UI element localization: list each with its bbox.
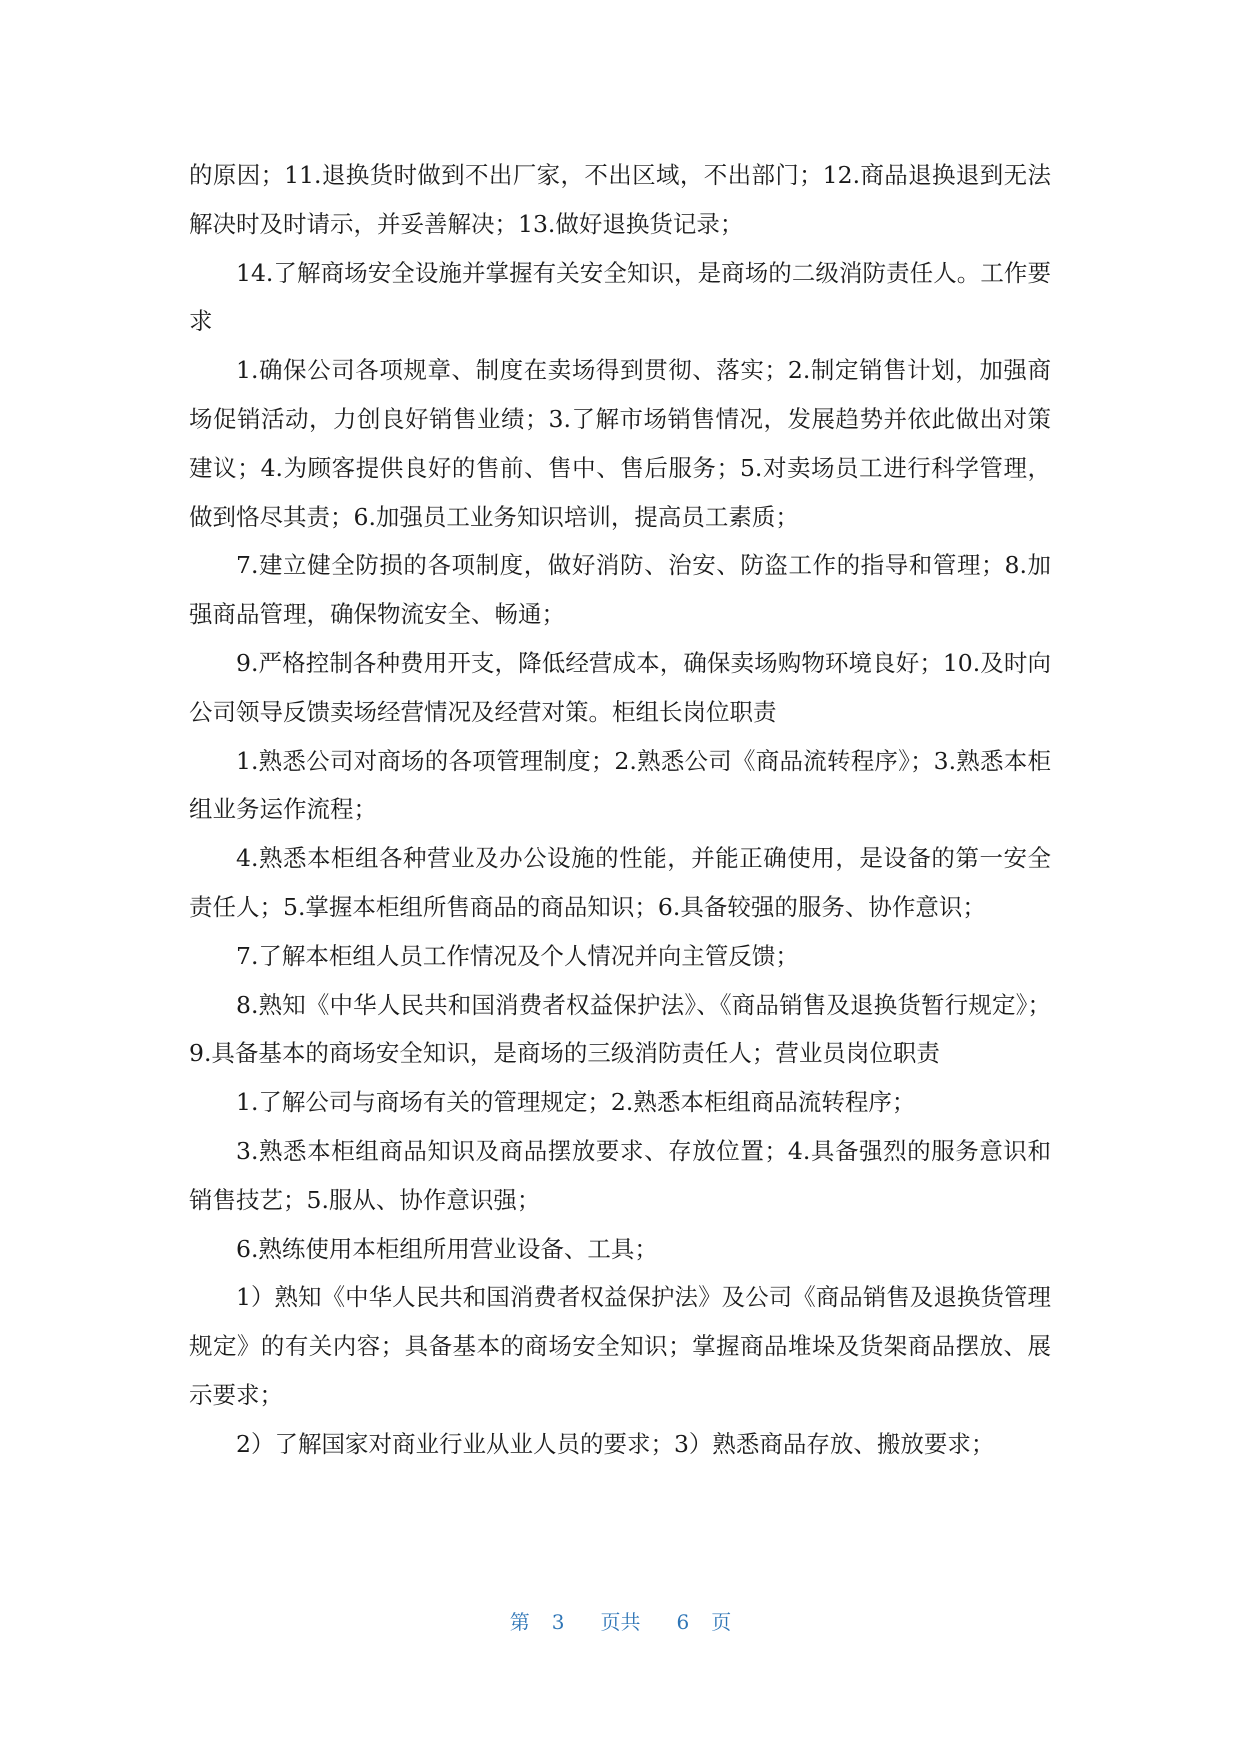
paragraph-4: 7.建立健全防损的各项制度，做好消防、治安、防盗工作的指导和管理；8.加强商品管理，确保物流安全、畅通； xyxy=(189,551,1051,629)
paragraph-2: 14.了解商场安全设施并掌握有关安全知识，是商场的二级消防责任人。工作要求 xyxy=(189,258,1051,336)
footer-middle: 页共 xyxy=(600,1610,641,1634)
paragraph-8: 7.了解本柜组人员工作情况及个人情况并向主管反馈； xyxy=(236,941,799,970)
paragraph-1: 的原因；11.退换货时做到不出厂家，不出区域，不出部门；12.商品退换退到无法解决时及时请示，并妥善解决；13.做好退换货记录； xyxy=(189,161,1051,238)
paragraph-3: 1.确保公司各项规章、制度在卖场得到贯彻、落实；2.制定销售计划，加强商场促销活动，力创良好销售业绩；3.了解市场销售情况，发展趋势并依此做出对策建议；4.为顾客提供良好的售前、售中、售后服务；5.对卖场员工进行科学管理，做到恪尽其责；6.加强员工业务知识培训，提高员工素质； xyxy=(189,356,1051,531)
footer-prefix: 第 xyxy=(509,1610,530,1634)
paragraph-11: 3.熟悉本柜组商品知识及商品摆放要求、存放位置；4.具备强烈的服务意识和销售技艺；5.服从、协作意识强； xyxy=(189,1136,1051,1214)
footer-suffix: 页 xyxy=(711,1610,732,1634)
footer-total-pages: 6 xyxy=(676,1610,690,1634)
paragraph-6: 1.熟悉公司对商场的各项管理制度；2.熟悉公司《商品流转程序》；3.熟悉本柜组业务运作流程； xyxy=(189,746,1051,824)
paragraph-5: 9.严格控制各种费用开支，降低经营成本，确保卖场购物环境良好；10.及时向公司领导反馈卖场经营情况及经营对策。柜组长岗位职责 xyxy=(189,648,1051,726)
paragraph-12: 6.熟练使用本柜组所用营业设备、工具； xyxy=(236,1234,658,1263)
paragraph-13: 1）熟知《中华人民共和国消费者权益保护法》及公司《商品销售及退换货管理规定》的有关内容；具备基本的商场安全知识；掌握商品堆垛及货架商品摆放、展示要求； xyxy=(189,1283,1051,1409)
document-body xyxy=(189,151,1051,1469)
paragraph-7: 4.熟悉本柜组各种营业及办公设施的性能，并能正确使用，是设备的第一安全责任人；5.掌握本柜组所售商品的商品知识；6.具备较强的服务、协作意识； xyxy=(189,844,1051,921)
page-footer xyxy=(0,1608,1241,1636)
footer-current-page: 3 xyxy=(551,1610,565,1634)
paragraph-14: 2）了解国家对商业行业从业人员的要求；3）熟悉商品存放、搬放要求； xyxy=(236,1429,995,1458)
paragraph-9: 8.熟知《中华人民共和国消费者权益保护法》、《商品销售及退换货暂行规定》；9.具备基本的商场安全知识，是商场的三级消防责任人；营业员岗位职责 xyxy=(189,990,1051,1068)
paragraph-10: 1.了解公司与商场有关的管理规定；2.熟悉本柜组商品流转程序； xyxy=(236,1088,916,1117)
